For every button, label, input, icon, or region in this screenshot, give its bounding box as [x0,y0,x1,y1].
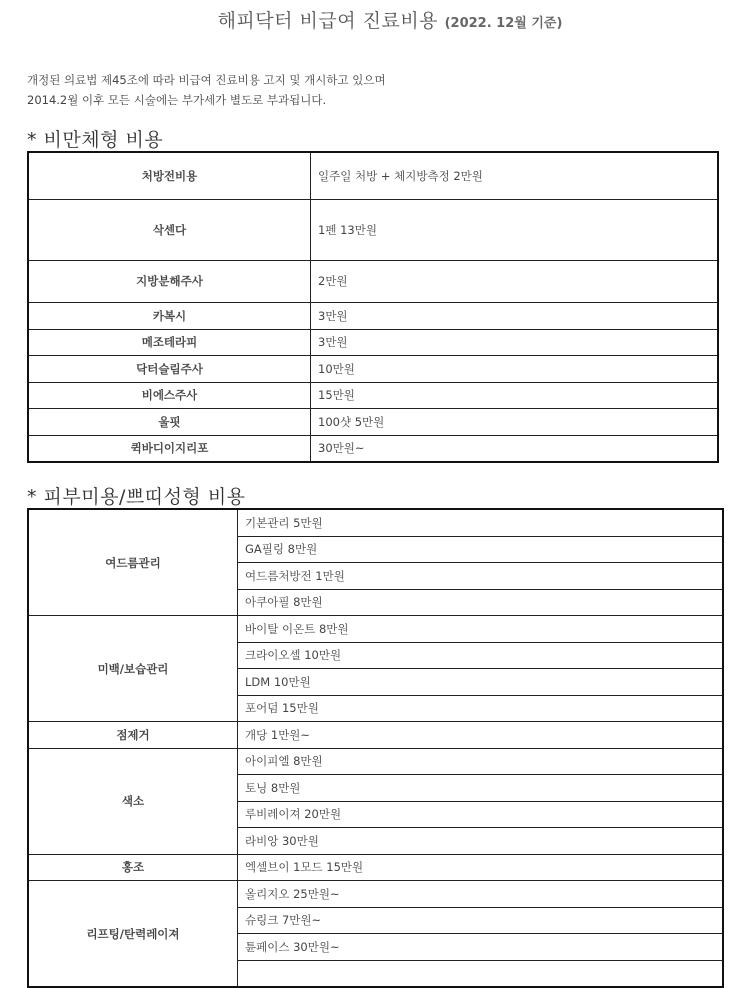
service-name: 삭센다 [28,199,311,260]
table-row [28,435,718,462]
table-row [28,748,723,775]
service-price: 3만원 [311,302,719,329]
table-row [28,329,718,355]
service-name: 퀵바디이지리포 [28,435,311,462]
table-row [28,302,718,329]
service-item: LDM 10만원 [238,669,724,696]
page-title [0,6,732,33]
category-name: 색소 [28,748,238,854]
service-price: 15만원 [311,382,719,408]
category-name: 여드름관리 [28,509,238,616]
service-item: 루비레이져 20만원 [238,801,724,828]
obesity-price-table [27,151,719,463]
service-name: 지방분해주사 [28,260,311,302]
category-name: 리프팅/탄력레이져 [28,881,238,988]
service-price: 10만원 [311,355,719,382]
service-item: 올리지오 25만원~ [238,881,724,908]
category-name: 미백/보습관리 [28,616,238,722]
intro-line-1: 개정된 의료법 제45조에 따라 비급여 진료비용 고지 및 개시하고 있으며 [27,73,386,87]
service-name: 비에스주사 [28,382,311,408]
section-title-skin: * 피부미용/쁘띠성형 비용 [27,486,246,508]
table-row [28,260,718,302]
table-row [28,408,718,435]
service-price: 30만원~ [311,435,719,462]
intro-text [27,70,386,110]
skin-price-table [27,508,724,988]
service-item: 아이피엘 8만원 [238,748,724,775]
table-row [28,722,723,749]
service-item: 엑셀브이 1모드 15만원 [238,854,724,881]
table-row [28,355,718,382]
intro-line-2: 2014.2월 이후 모든 시술에는 부가세가 별도로 부과됩니다. [27,93,327,107]
service-item: GA필링 8만원 [238,536,724,563]
service-name: 카복시 [28,302,311,329]
service-item: 포어덤 15만원 [238,695,724,722]
service-name: 울핏 [28,408,311,435]
table-row [28,382,718,408]
table-row [28,509,723,536]
category-name: 점제거 [28,722,238,749]
service-price: 일주일 처방 + 체지방측정 2만원 [311,152,719,199]
section-title-obesity: * 비만체형 비용 [27,129,164,151]
service-price: 2만원 [311,260,719,302]
service-item: 개당 1만원~ [238,722,724,749]
service-item [238,960,724,987]
table-row [28,152,718,199]
service-item: 튠페이스 30만원~ [238,934,724,961]
service-item: 아쿠아필 8만원 [238,589,724,616]
service-item: 슈링크 7만원~ [238,907,724,934]
service-item: 바이탈 이온트 8만원 [238,616,724,643]
service-item: 여드름처방전 1만원 [238,563,724,590]
category-name: 홍조 [28,854,238,881]
service-price: 3만원 [311,329,719,355]
table-row [28,199,718,260]
service-item: 기본관리 5만원 [238,509,724,536]
table-row [28,616,723,643]
service-name: 메조테라피 [28,329,311,355]
service-item: 크라이오셀 10만원 [238,642,724,669]
service-price: 1펜 13만원 [311,199,719,260]
table-row [28,881,723,908]
table-row [28,854,723,881]
page-title-date: (2022. 12월 기준) [444,16,563,31]
service-name: 처방전비용 [28,152,311,199]
service-item: 토닝 8만원 [238,775,724,802]
service-price: 100샷 5만원 [311,408,719,435]
service-item: 라비앙 30만원 [238,828,724,855]
page-title-text: 해피닥터 비급여 진료비용 [217,10,439,32]
service-name: 닥터슬림주사 [28,355,311,382]
